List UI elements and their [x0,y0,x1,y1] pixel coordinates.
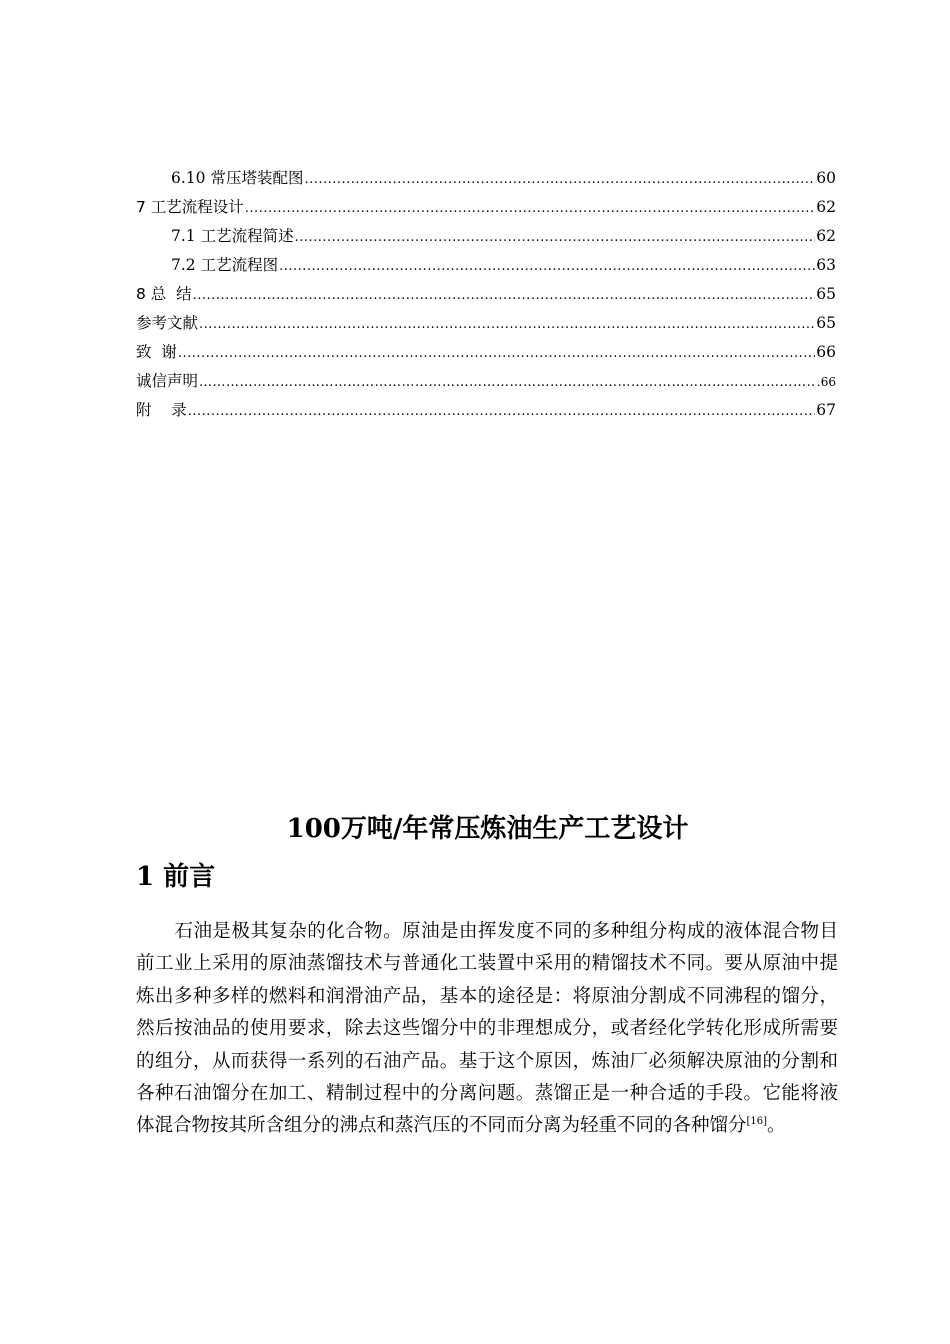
toc-entry[interactable] [136,309,836,338]
body-paragraph [136,916,838,1143]
toc-dot-leader [193,281,816,310]
toc-entry[interactable] [136,280,836,309]
toc-entry-title: 7 工艺流程设计 [136,198,244,216]
toc-dot-leader [245,194,815,223]
toc-dot-leader [279,252,815,281]
toc-entry[interactable] [136,367,836,396]
toc-entry-page: 62 [816,227,836,245]
toc-entry-title: 致 谢 [136,343,177,361]
toc-entry-title: 参考文献 [136,314,199,332]
toc-entry[interactable] [136,251,836,280]
toc-entry-page: 65 [816,314,836,332]
toc-dot-leader [188,397,816,426]
section-heading: 1 前言 [136,862,216,892]
toc-entry-title: 8 总 结 [136,285,192,303]
toc-dot-leader [199,368,816,397]
toc-entry-title: 7.2 工艺流程图 [171,256,279,274]
toc-entry[interactable] [136,338,836,367]
toc-dot-leader [199,310,815,339]
paragraph-text: 石油是极其复杂的化合物。原油是由挥发度不同的多种组分构成的液体混合物目前工业上采用的原油蒸馏技术与普通化工装置中采用的精馏技术不同。要从原油中提炼出多种多样的燃料和润滑油产品，基本的途径是：将原油分割成不同沸程的馏分，然后按油品的使用要求，除去这些馏分中的非理想成分，或者经化学转化形成所需要的组分，从而获得一系列的石油产品。基于这个原因，炼油厂必须解决原油的分割和各种石油馏分在加工、精制过程中的分离问题。蒸馏正是一种合适的手段。它能将液体混合物按其所含组分的沸点和蒸汽压的不同而分离为轻重不同的各种馏分 [136,921,838,1137]
toc-entry-title: 诚信声明 [136,372,199,390]
toc-entry-page: 60 [816,169,836,187]
toc-entry[interactable] [136,164,836,193]
toc-entry-page: 63 [816,256,836,274]
toc-dot-leader [304,165,815,194]
citation-marker: [16] [746,1116,768,1128]
toc-dot-leader [178,339,815,368]
toc-entry[interactable] [136,193,836,222]
toc-entry[interactable] [136,396,836,425]
toc-entry-page: 66 [816,343,836,361]
toc-entry-page: 62 [816,198,836,216]
toc-entry-page: 67 [816,401,836,419]
paragraph-end: 。 [767,1115,786,1137]
toc-entry-title: 7.1 工艺流程简述 [171,227,294,245]
toc-entry-title: 6.10 常压塔装配图 [171,169,304,187]
toc-entry[interactable] [136,222,836,251]
toc-entry-page: 65 [816,285,836,303]
toc-dot-leader [295,223,816,252]
toc-entry-page: .66 [816,375,836,389]
document-title: 100万吨/年常压炼油生产工艺设计 [286,814,689,844]
table-of-contents [136,164,836,425]
toc-entry-title: 附 录 [136,401,187,419]
